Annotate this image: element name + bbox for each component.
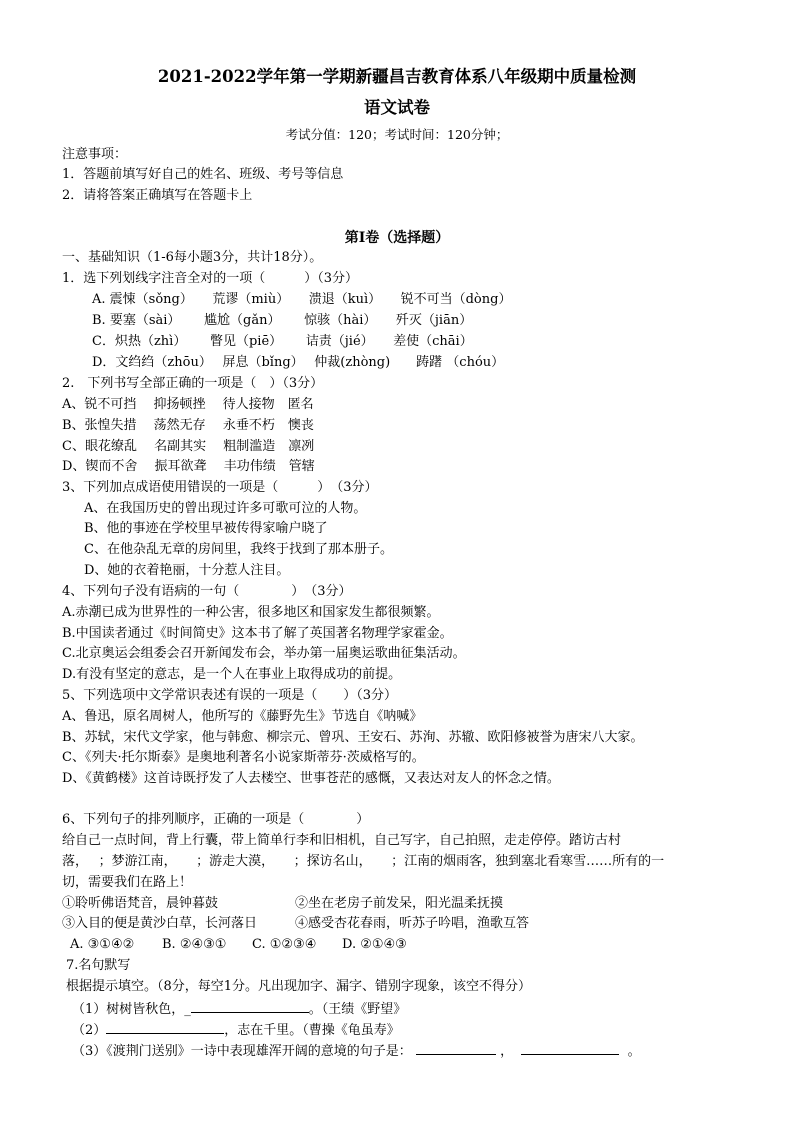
question-1-stem: 1．选下列划线字注音全对的一项（ ）（3分）: [62, 271, 359, 286]
question-3-option-b: B、他的事迹在学校里早被传得家喻户晓了: [84, 521, 328, 536]
question-5-option-b: B、苏轼，宋代文学家，他与韩愈、柳宗元、曾巩、王安石、苏洵、苏辙、欧阳修被誉为唐宋八大家。: [62, 730, 644, 745]
question-6-option-b: B. ②④③①: [162, 937, 227, 952]
answer-blank[interactable]: [416, 1041, 496, 1055]
answer-blank[interactable]: [106, 1020, 224, 1034]
question-2-option-a: A、锐不可挡 抑扬顿挫 待人接物 匿名: [62, 397, 314, 412]
question-5-option-c: C、《列夫·托尔斯泰》是奥地利著名小说家斯蒂芬·茨威格写的。: [62, 750, 425, 765]
item-suffix: ，志在千里。（曹操《龟虽寿》: [224, 1023, 400, 1038]
question-2-stem: 2. 下列书写全部正确的一项是（ ）（3分）: [62, 376, 324, 391]
question-6-passage-line: 给自己一点时间，背上行囊，带上简单行李和旧相机，自己写字，自己拍照，走走停停。踏访古村: [62, 833, 622, 848]
question-7-item-2: [72, 1020, 400, 1040]
question-1-option-a: A. 震悚（sǒng） 荒谬（miù） 溃退（kuì） 锐不可当（dòng）: [92, 292, 512, 307]
answer-blank[interactable]: [521, 1041, 619, 1055]
question-6-passage-line: 切，需要我们在路上！: [62, 875, 193, 890]
item-suffix: 。（王绩《野望》: [308, 1002, 407, 1017]
question-6-passage-line: 落， ；梦游江南， ；游走大漠， ；探访名山， ；江南的烟雨客，独到塞北看寒雪……所有的一: [62, 854, 665, 869]
section-title: 第I卷（选择题）: [344, 230, 450, 246]
question-1-option-b: B. 要塞（sài） 尴尬（gǎn） 惊骇（hài） 歼灭（jiān）: [92, 313, 473, 328]
question-4-option-b: B.中国读者通过《时间简史》这本书了解了英国著名物理学家霍金。: [62, 626, 453, 641]
item-suffix: 。: [627, 1044, 641, 1059]
exam-title: 2021-2022学年第一学期新疆昌吉教育体系八年级期中质量检测: [157, 67, 637, 86]
question-6-option-a: A. ③①④②: [70, 937, 135, 952]
exam-subtitle: 语文试卷: [364, 98, 430, 117]
question-4-option-d: D.有没有坚定的意志，是一个人在事业上取得成功的前提。: [62, 667, 402, 682]
item-prefix: （2）: [72, 1023, 107, 1038]
question-6-option-c: C. ①②③④: [252, 937, 317, 952]
question-1-option-d: D．文绉绉（zhōu） 屏息（bǐng） 仲裁(zhòng) 踌躇 （chóu）: [92, 355, 505, 370]
question-7-item-1: [72, 999, 406, 1019]
question-3-option-a: A、在我国历史的曾出现过许多可歌可泣的人物。: [84, 501, 367, 516]
question-7-heading: 7.名句默写: [66, 958, 131, 973]
question-4-stem: 4、下列句子没有语病的一句（ ） （3分）: [62, 584, 352, 599]
question-6-item-1: ①聆听佛语梵音，晨钟暮鼓: [62, 896, 219, 911]
question-5-option-d: D、《黄鹤楼》这首诗既抒发了人去楼空、世事苍茫的感慨，又表达对友人的怀念之情。: [62, 771, 560, 786]
item-prefix: （1）树树皆秋色，_: [72, 1002, 191, 1017]
question-4-option-a: A.赤潮已成为世界性的一种公害，很多地区和国家发生都很频繁。: [62, 605, 440, 620]
question-6-option-d: D. ②①④③: [342, 937, 407, 952]
question-7-instruction: 根据提示填空。（8分，每空1分。凡出现加字、漏字、错别字现象，该空不得分）: [66, 979, 532, 994]
question-6-item-3: ③入目的便是黄沙白草，长河落日: [62, 916, 258, 931]
question-3-option-c: C、在他杂乱无章的房间里，我终于找到了那本册子。: [84, 542, 393, 557]
item-mid: ，: [500, 1044, 514, 1059]
question-4-option-c: C.北京奥运会组委会召开新闻发布会，举办第一届奥运歌曲征集活动。: [62, 646, 466, 661]
question-3-option-d: D、她的衣着艳丽，十分惹人注目。: [84, 563, 290, 578]
item-prefix: （3）《渡荆门送别》一诗中表现雄浑开阔的意境的句子是：: [72, 1044, 412, 1059]
exam-meta: 考试分值：120；考试时间：120分钟；: [285, 127, 509, 142]
notice-item: 1．答题前填写好自己的姓名、班级、考号等信息: [62, 167, 344, 182]
notice-heading: 注意事项：: [62, 147, 128, 162]
question-2-option-c: C、眼花缭乱 名副其实 粗制滥造 凛冽: [62, 439, 315, 454]
question-6-item-2: ②坐在老房子前发呆，阳光温柔抚摸: [295, 896, 504, 911]
question-2-option-b: B、张惶失措 荡然无存 永垂不朽 懊丧: [62, 418, 314, 433]
question-5-option-a: A、鲁迅，原名周树人，他所写的《藤野先生》节选自《呐喊》: [62, 709, 423, 724]
question-5-stem: 5、下列选项中文学常识表述有误的一项是（ ）（3分）: [62, 688, 398, 703]
question-2-option-d: D、锲而不舍 振耳欲聋 丰功伟绩 管辖: [62, 459, 315, 474]
question-6-item-4: ④感受杏花春雨，听苏子吟唱，渔歌互答: [295, 916, 530, 931]
question-7-item-3: [72, 1041, 641, 1061]
question-6-stem: 6、下列句子的排列顺序，正确的一项是（ ）: [62, 812, 370, 827]
question-3-stem: 3、下列加点成语使用错误的一项是（ ） （3分）: [62, 480, 378, 495]
notice-item: 2．请将答案正确填写在答题卡上: [62, 188, 253, 203]
question-1-option-c: C．炽热（zhì） 瞥见（piē） 诘责（jié） 差使（chāi）: [92, 334, 473, 349]
part-heading: 一、基础知识（1-6每小题3分，共计18分）。: [62, 250, 323, 265]
answer-blank[interactable]: [191, 999, 309, 1013]
